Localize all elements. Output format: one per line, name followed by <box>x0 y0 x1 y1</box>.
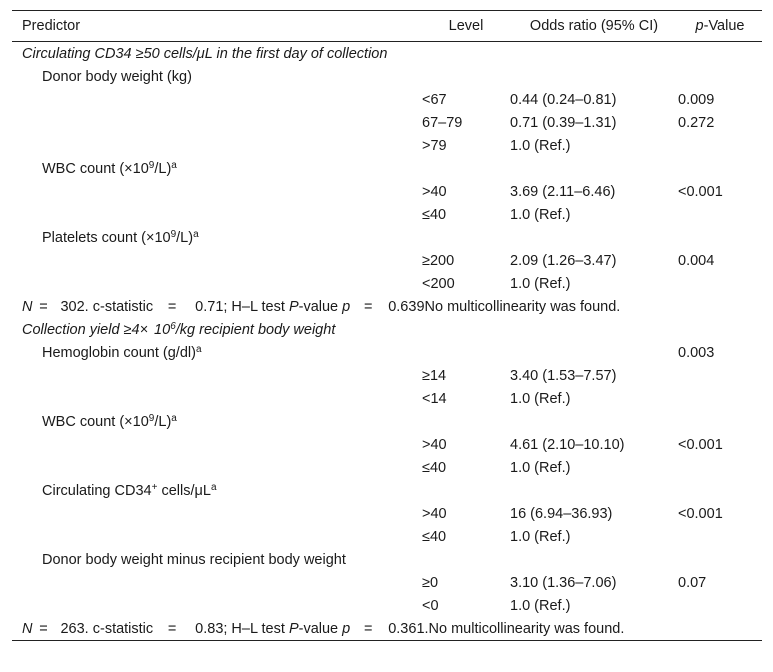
table-row: <14 1.0 (Ref.) <box>422 390 571 407</box>
table-row: <200 1.0 (Ref.) <box>422 275 571 292</box>
predictor-wbc-2: WBC count $(\times 10^9/L)^a$ <box>42 412 177 430</box>
header-odds-ratio: Odds ratio (95% CI) <box>529 18 659 34</box>
table-row: >40 3.69 (2.11–6.46) <0.001 <box>422 183 723 200</box>
model-note-2: N = 263. c-statistic = 0.83; H–L test P-value p = 0.361.No multicollinearity was found. <box>22 620 625 637</box>
header-p-value: p-Value <box>695 18 745 34</box>
table-row: ≤40 1.0 (Ref.) <box>422 206 571 223</box>
table-row: >40 16 (6.94–36.93) <0.001 <box>422 505 723 522</box>
section-title-collection-yield: Collection yield $\ge 4\times 10^6/kg$ recipient body weight <box>22 320 336 338</box>
model-note-1: N = 302. c-statistic = 0.71; H–L test P-value p = 0.639No multicollinearity was found. <box>22 298 621 315</box>
regression-table <box>12 10 762 641</box>
predictor-hemoglobin: Hemoglobin count $(g/dl)^a$ 0.003 <box>42 343 715 361</box>
table-header <box>12 11 762 42</box>
predictor-wbc: WBC count $(\times 10^9/L)^a$ <box>42 159 177 177</box>
table-row: ≥0 3.10 (1.36–7.06) 0.07 <box>422 574 707 591</box>
predictor-cd34: Circulating CD34+ cells/$\mu L^a$ <box>42 481 217 499</box>
table-row: >40 4.61 (2.10–10.10) <0.001 <box>422 436 723 453</box>
predictor-donor-weight: Donor body weight (kg) <box>42 68 192 85</box>
predictor-platelets: Platelets count $(\times 10^9/L)^a$ <box>42 228 199 246</box>
table-row: ≤40 1.0 (Ref.) <box>422 459 571 476</box>
table-row: <0 1.0 (Ref.) <box>422 597 571 614</box>
table-row: >79 1.0 (Ref.) <box>422 137 571 154</box>
table-row: <67 0.44 (0.24–0.81) 0.009 <box>422 91 715 108</box>
table-row: ≥14 3.40 (1.53–7.57) <box>422 367 617 384</box>
table-row: ≤40 1.0 (Ref.) <box>422 528 571 545</box>
table-row: 67–79 0.71 (0.39–1.31) 0.272 <box>422 114 715 131</box>
section-title-cd34: Circulating CD34 ≥50 cells/μL in the first day of collection <box>22 45 388 62</box>
table-row: ≥200 2.09 (1.26–3.47) 0.004 <box>422 252 715 269</box>
header-predictor: Predictor <box>22 18 81 34</box>
predictor-weight-difference: Donor body weight minus recipient body weight <box>42 551 346 568</box>
header-level: Level <box>448 18 484 34</box>
